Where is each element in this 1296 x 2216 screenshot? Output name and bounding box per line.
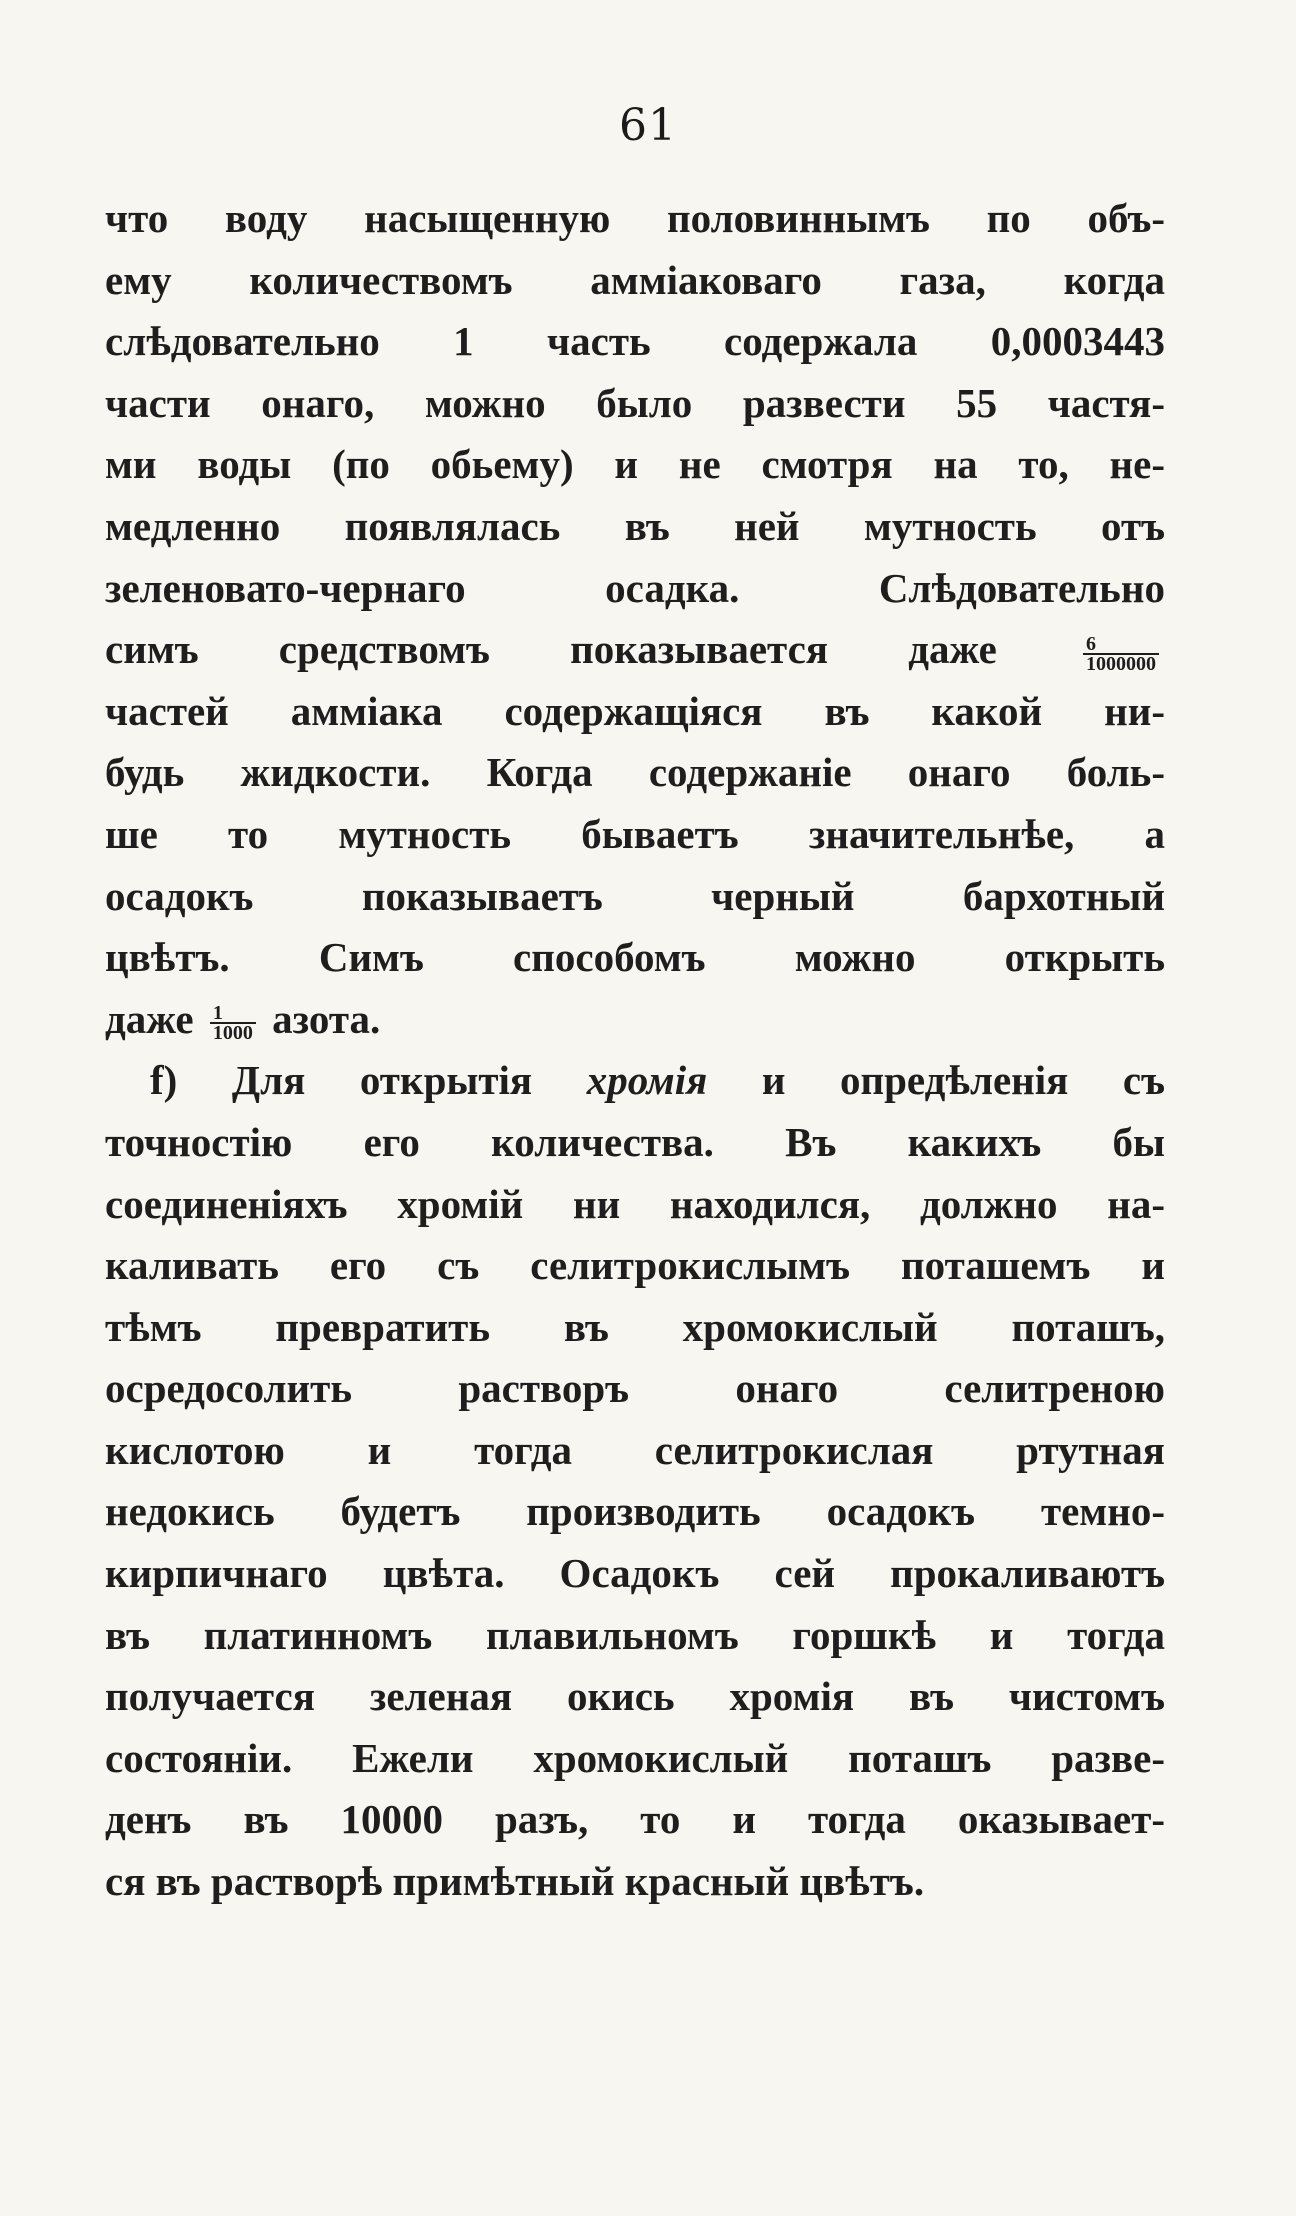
text-line: слѣдовательно 1 часть содержала 0,0003443 <box>105 318 1165 365</box>
fraction-denominator: 1000 <box>212 1022 253 1045</box>
text-line: части онаго, можно было развести 55 частя- <box>105 379 1165 426</box>
fraction <box>1083 632 1159 675</box>
fraction-numerator: 1 <box>210 1004 256 1024</box>
page-number: 61 <box>619 100 677 151</box>
text-line: состоянiи. Ежели хромокислый поташъ разве- <box>105 1734 1165 1781</box>
text-line: осредосолить растворъ онаго селитреною <box>105 1365 1165 1412</box>
text-line-last: ся въ растворѣ примѣтный красный цвѣтъ. <box>105 1858 925 1905</box>
text-line: тѣмъ превратить въ хромокислый поташъ, <box>105 1303 1165 1350</box>
text-line-part: симъ средствомъ показывается даже <box>105 626 997 673</box>
text-line: частей аммiака содержащiяся въ какой ни- <box>105 687 1165 734</box>
text-line: точностiю его количества. Въ какихъ бы <box>105 1118 1165 1165</box>
text-line: цвѣтъ. Симъ способомъ можно открыть <box>105 934 1165 981</box>
text-line: недокись будетъ производить осадокъ темно- <box>105 1488 1165 1535</box>
text-line: въ платинномъ плавильномъ горшкѣ и тогда <box>105 1611 1165 1658</box>
text-line: ему количествомъ аммiаковаго газа, когда <box>105 256 1165 303</box>
text-line-part: даже <box>105 995 194 1042</box>
text-line-part: азота. <box>272 995 381 1042</box>
fraction-denominator: 1000000 <box>1086 652 1156 675</box>
text-line: каливать его съ селитрокислымъ поташемъ и <box>105 1242 1165 1289</box>
text-line: кирпичнаго цвѣта. Осадокъ сей прокаливаютъ <box>105 1550 1165 1597</box>
text-line: медленно появлялась въ ней мутность отъ <box>105 502 1165 549</box>
fraction <box>210 1002 256 1045</box>
text-line: кислотою и тогда селитрокислая ртутная <box>105 1426 1165 1473</box>
text-line-with-fraction <box>105 619 1165 681</box>
text-line: денъ въ 10000 разъ, то и тогда оказывает- <box>105 1796 1165 1843</box>
text-line-part: и опредѣленiя съ <box>761 1057 1166 1104</box>
text-line: будь жидкости. Когда содержанiе онаго боль- <box>105 749 1165 796</box>
text-line-part: f) Для открытiя <box>150 1057 533 1104</box>
paragraph-start-line <box>105 1050 1165 1112</box>
text-line: соединенiяхъ хромiй ни находился, должно на- <box>105 1180 1165 1227</box>
text-line: зеленовато-чернаго осадка. Слѣдовательно <box>105 564 1165 611</box>
text-line: ми воды (по обьему) и не смотря на то, не- <box>105 441 1165 488</box>
italic-term: хромiя <box>586 1057 708 1104</box>
text-line: что воду насыщенную половиннымъ по объ- <box>105 195 1165 241</box>
text-line: ше то мутность бываетъ значительнѣе, а <box>105 810 1165 857</box>
body-text <box>105 188 1165 1913</box>
text-line-with-fraction <box>105 989 1165 1051</box>
text-line: осадокъ показываетъ черный бархотный <box>105 872 1165 919</box>
fraction-numerator: 6 <box>1083 635 1159 655</box>
text-line: получается зеленая окись хромiя въ чистомъ <box>105 1673 1165 1720</box>
